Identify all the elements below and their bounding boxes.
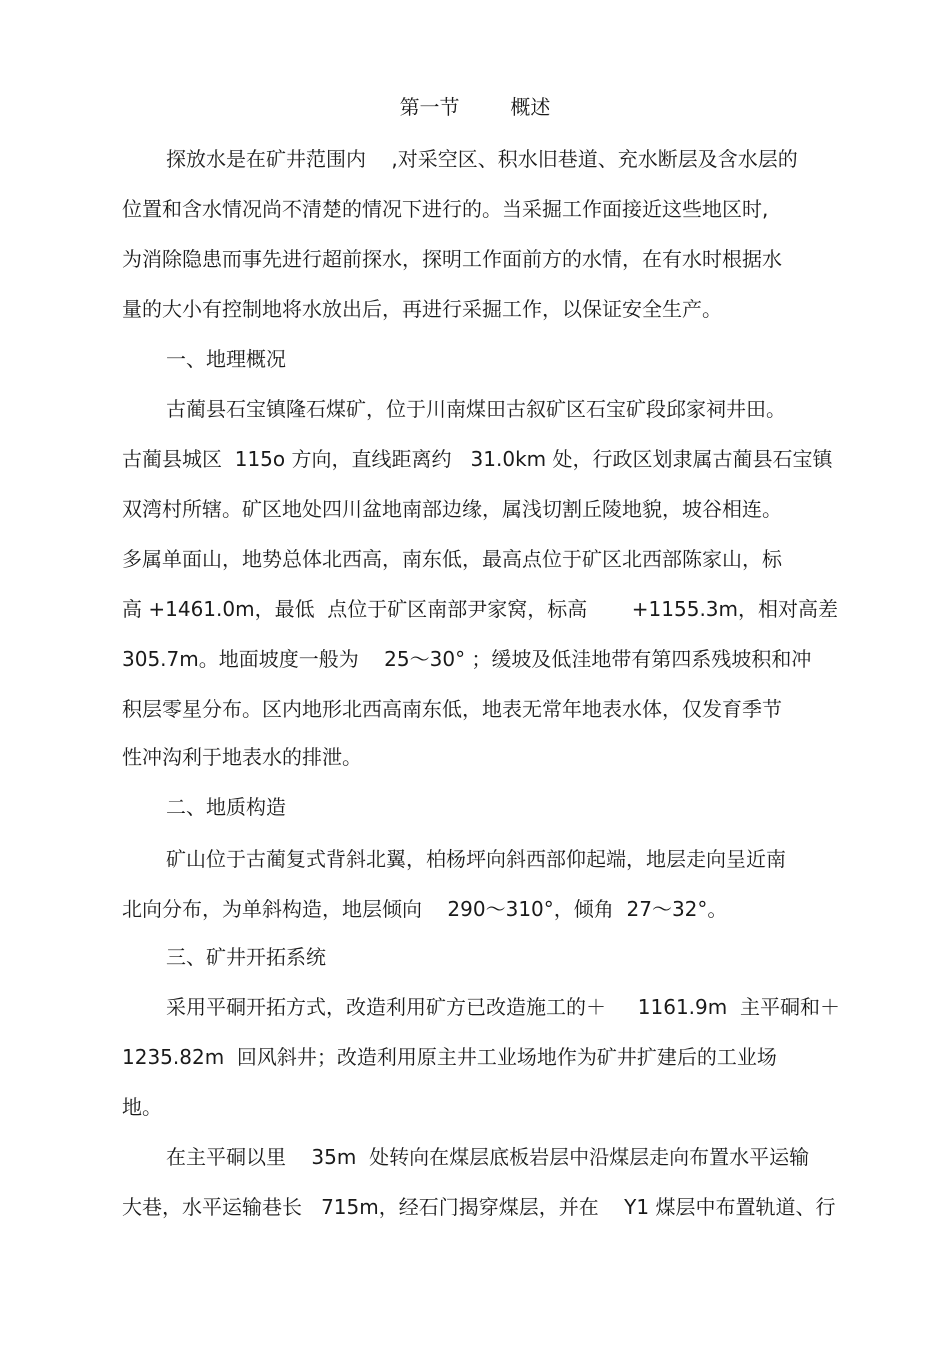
paragraph-line: 北向分布，为单斜构造，地层倾向 290～310°，倾角 27～32°。 (122, 897, 728, 921)
paragraph-line: 地。 (122, 1095, 162, 1119)
paragraph-line: 矿山位于古蔺复式背斜北翼，柏杨坪向斜西部仰起端，地层走向呈近南 (166, 847, 786, 871)
paragraph-line: 大巷，水平运输巷长 715m，经石门揭穿煤层，并在 Y1 煤层中布置轨道、行 (122, 1195, 836, 1219)
paragraph-line: 305.7m。地面坡度一般为 25～30° ；缓坡及低洼地带有第四系残坡积和冲 (122, 647, 812, 671)
paragraph-line: 古蔺县石宝镇隆石煤矿，位于川南煤田古叙矿区石宝矿段邱家祠井田。 (166, 397, 786, 421)
paragraph-line: 积层零星分布。区内地形北西高南东低，地表无常年地表水体，仅发育季节 (122, 697, 782, 721)
paragraph-line: 性冲沟利于地表水的排泄。 (122, 745, 362, 769)
section-title: 第一节 概述 (399, 95, 551, 119)
section-heading-geology: 二、地质构造 (166, 795, 286, 819)
paragraph-line: 采用平硐开拓方式，改造利用矿方已改造施工的＋ 1161.9m 主平硐和＋ (166, 995, 840, 1019)
paragraph-line: 探放水是在矿井范围内 ,对采空区、积水旧巷道、充水断层及含水层的 (166, 147, 798, 171)
paragraph-line: 多属单面山，地势总体北西高，南东低，最高点位于矿区北西部陈家山，标 (122, 547, 782, 571)
section-heading-geography: 一、地理概况 (166, 347, 286, 371)
paragraph-line: 为消除隐患而事先进行超前探水，探明工作面前方的水情，在有水时根据水 (122, 247, 782, 271)
paragraph-line: 双湾村所辖。矿区地处四川盆地南部边缘，属浅切割丘陵地貌，坡谷相连。 (122, 497, 782, 521)
paragraph-line: 高 +1461.0m，最低 点位于矿区南部尹家窝，标高 +1155.3m，相对高差 (122, 597, 839, 621)
paragraph-line: 量的大小有控制地将水放出后，再进行采掘工作，以保证安全生产。 (122, 297, 722, 321)
paragraph-line: 位置和含水情况尚不清楚的情况下进行的。当采掘工作面接近这些地区时, (122, 197, 769, 221)
paragraph-line: 1235.82m 回风斜井；改造利用原主井工业场地作为矿井扩建后的工业场 (122, 1045, 777, 1069)
section-heading-development: 三、矿井开拓系统 (166, 945, 326, 969)
paragraph-line: 在主平硐以里 35m 处转向在煤层底板岩层中沿煤层走向布置水平运输 (166, 1145, 810, 1169)
paragraph-line: 古蔺县城区 115o 方向，直线距离约 31.0km 处，行政区划隶属古蔺县石宝镇 (122, 447, 833, 471)
